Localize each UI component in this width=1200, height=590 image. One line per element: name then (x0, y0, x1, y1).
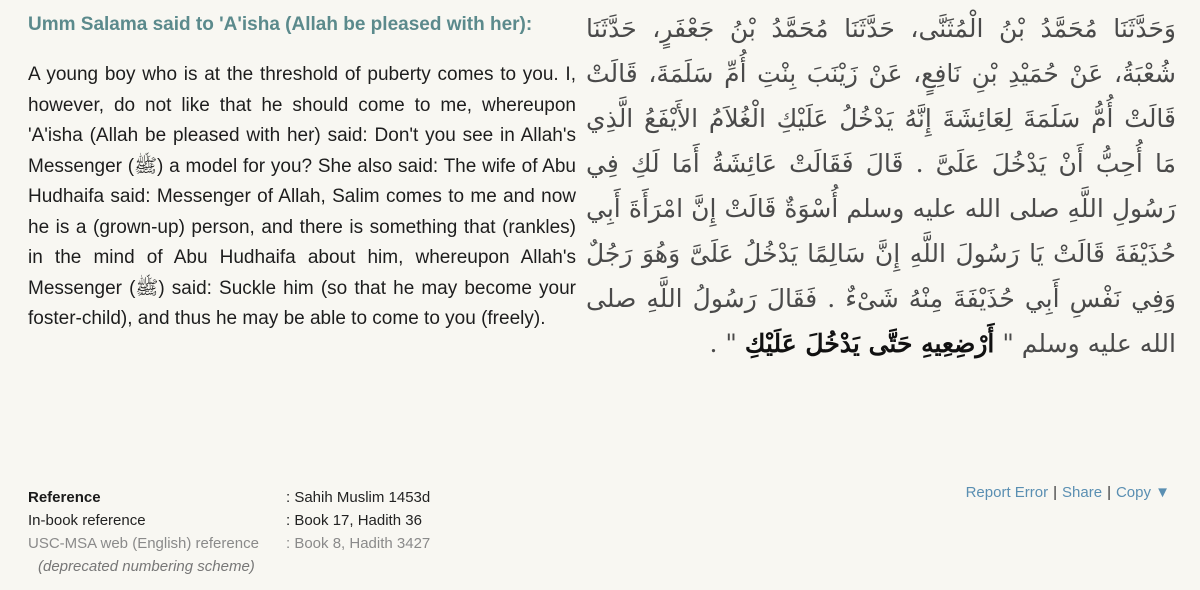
arabic-bold-phrase: أَرْضِعِيهِ حَتَّى يَدْخُلَ عَلَيْكِ (744, 329, 995, 358)
action-links (966, 484, 1170, 501)
report-error-link[interactable]: Report Error (965, 484, 1049, 501)
copy-dropdown[interactable]: Copy ▼ (1115, 484, 1170, 501)
arabic-tail: " ‏.‏ (709, 329, 737, 358)
in-book-reference-value: : Book 17, Hadith 36 (286, 512, 422, 529)
usc-msa-reference-value: : Book 8, Hadith 3427 (286, 535, 431, 552)
reference-row (28, 486, 430, 509)
english-translation: A young boy who is at the threshold of puberty comes to you. I, however, do not like that he should come to me, whereupon 'A'isha (Allah be pleased with her) said: Don't you see in Allah's Messenger (ﷺ) a model for you? She also said: The wife of Abu Hudhaifa said: Messenger of Allah, Salim comes to me and now he is a (grown-up) person, and there is something that (rankles) in the mind of Abu Hudhaifa about him, whereupon Allah's Messenger (ﷺ) said: Suckle him (so that he may become your foster-child), and thus he may be able to come to you (freely). (28, 64, 576, 329)
arabic-main: وَحَدَّثَنَا مُحَمَّدُ بْنُ الْمُثَنَّى، حَدَّثَنَا مُحَمَّدُ بْنُ جَعْفَرٍ، حَدَّثَنَا شُعْبَةُ، عَنْ حُمَيْدِ بْنِ نَافِعٍ، عَنْ زَيْنَبَ بِنْتِ أُمِّ سَلَمَةَ، قَالَتْ قَالَتْ أُمُّ سَلَمَةَ لِعَائِشَةَ إِنَّهُ يَدْخُلُ عَلَيْكِ الْغُلاَمُ الأَيْفَعُ الَّذِي مَا أُحِبُّ أَنْ يَدْخُلَ عَلَىَّ ‏.‏ قَالَ فَقَالَتْ عَائِشَةُ أَمَا لَكِ فِي رَسُولِ اللَّهِ صلى الله عليه وسلم أُسْوَةٌ قَالَتْ إِنَّ امْرَأَةَ أَبِي حُذَيْفَةَ قَالَتْ يَا رَسُولَ اللَّهِ إِنَّ سَالِمًا يَدْخُلُ عَلَىَّ وَهُوَ رَجُلٌ وَفِي نَفْسِ أَبِي حُذَيْفَةَ مِنْهُ شَىْءٌ ‏.‏ فَقَالَ رَسُولُ اللَّهِ صلى الله عليه وسلم ‏" (586, 14, 1176, 358)
reference-value: : Sahih Muslim 1453d (286, 489, 431, 506)
narrator-heading: Umm Salama said to 'A'isha (Allah be pleased with her): (28, 14, 533, 35)
share-link[interactable]: Share (1062, 484, 1103, 501)
reference-table (28, 486, 430, 578)
deprecated-note: (deprecated numbering scheme) (38, 558, 255, 575)
in-book-reference-row (28, 509, 430, 532)
in-book-reference-label: In-book reference (28, 512, 146, 529)
usc-msa-reference-label: USC-MSA web (English) reference (28, 535, 259, 552)
arabic-text (586, 6, 1176, 366)
separator: | (1053, 484, 1058, 501)
reference-label: Reference (28, 489, 101, 506)
usc-msa-reference-row (28, 532, 430, 555)
separator: | (1107, 484, 1111, 501)
